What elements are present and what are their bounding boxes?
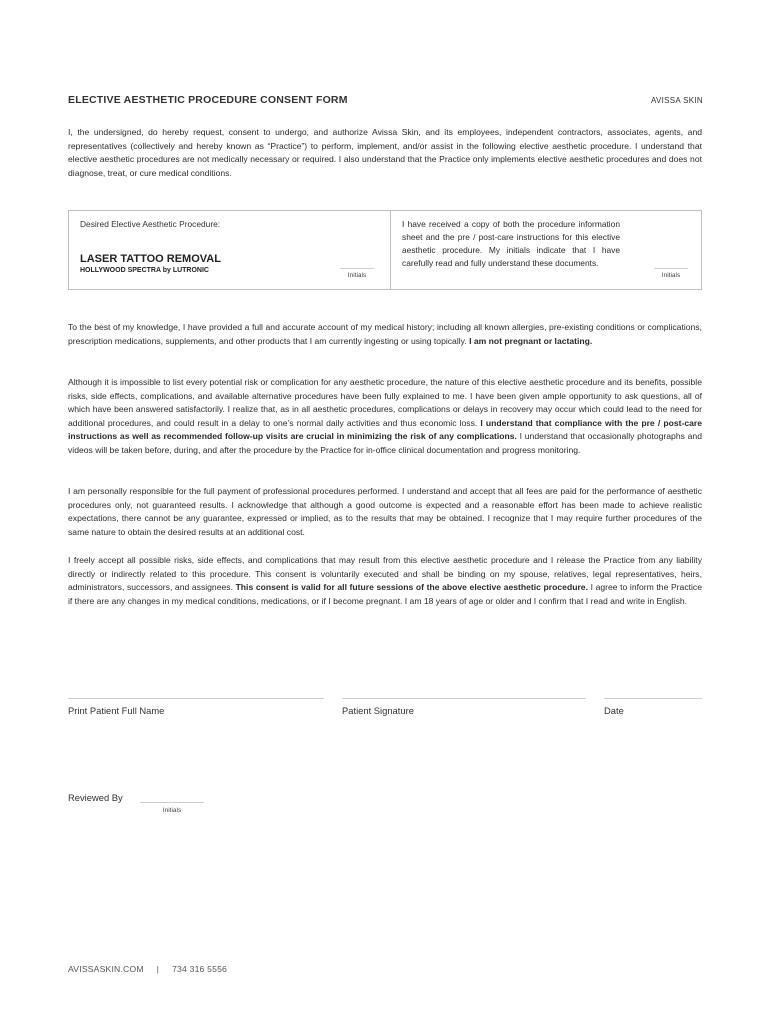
procedure-initials-label: Initials [347,272,367,279]
medical-history-paragraph: To the best of my knowledge, I have provided a full and accurate account of my medical history; including all known allergies, pre-existing conditions or complications, prescription medications, supplements, and other products that I am currently ingesting or using topically. I am not pregnant or lactating. [68,322,702,346]
footer-phone: 734 316 5556 [172,964,228,974]
brand-name: AVISSA SKIN [650,96,703,105]
footer-separator: | [156,964,160,974]
procedure-box-divider [390,210,391,290]
date-field[interactable] [604,698,702,699]
patient-signature-label: Patient Signature [342,705,414,716]
intro-paragraph: I, the undersigned, do hereby request, consent to undergo, and authorize Avissa Skin, and its employees, independent contractors, associates, agents, and representatives (collectively and hereby known as “Practice”) to perform, implement, and/or assist in the following elective aesthetic procedure. I understand that elective aesthetic procedures are not medically necessary or required. I also understand that the Practice only implements elective aesthetic procedures and does not diagnose, treat, or cure medical conditions. [68,127,702,178]
payment-paragraph: I am personally responsible for the full payment of professional procedures performed. I understand and accept that all fees are paid for the performance of aesthetic procedures only, not guaranteed results. I acknowledge that although a good outcome is expected and a reasonable effort has been made to achieve realistic expectations, there cannot be any guarantee, expressed or implied, as to the results that may be obtained. I recognize that I may require further procedures of the same nature to obtain the desired results at an additional cost. [68,486,702,537]
reviewed-by-label: Reviewed By [68,792,123,803]
patient-signature-field[interactable] [342,698,586,699]
patient-name-label: Print Patient Full Name [68,705,165,716]
procedure-device: HOLLYWOOD SPECTRA by LUTRONIC [80,267,209,274]
procedure-name: LASER TATTOO REMOVAL [80,253,221,265]
procedure-initials-field[interactable] [340,268,374,269]
footer-contact [68,964,227,974]
patient-name-field[interactable] [68,698,324,699]
documents-received-statement: I have received a copy of both the procedure information sheet and the pre / post-care instructions for this elective aesthetic procedure. My initials indicate that I have carefully read and fully understand these documents. [402,219,620,268]
documents-initials-label: Initials [661,272,681,279]
date-label: Date [604,705,624,716]
footer-website: AVISSASKIN.COM [68,964,144,974]
release-paragraph: I freely accept all possible risks, side effects, and complications that may result from this elective aesthetic procedure and I release the Practice from any liability directly or indirectly related to this procedure. This consent is voluntarily executed and shall be binding on my spouse, relatives, legal representatives, heirs, administrators, successors, and assignees. This consent is valid for all future sessions of the above elective aesthetic procedure. I agree to inform the Practice if there are any changes in my medical conditions, medications, or if I become pregnant. I am 18 years of age or older and I confirm that I read and write in English. [68,555,702,606]
risks-paragraph: Although it is impossible to list every potential risk or complication for any aesthetic procedure, the nature of this elective aesthetic procedure and its benefits, possible risks, side effects, complications, and available alternative procedures have been fully explained to me. I have been given ample opportunity to ask questions, all of which have been answered satisfactorily. I realize that, as in all aesthetic procedures, complications or delays in recovery may occur which could lead to the need for additional procedures, and could result in a delay to one’s normal daily activities and thus economic loss. I understand that compliance with the pre / post-care instructions as well as recommended follow-up visits are crucial in minimizing the risk of any complications. I understand that occasionally photographs and videos will be taken before, during, and after the procedure by the Practice for in-office clinical documentation and progress monitoring. [68,377,703,455]
documents-initials-field[interactable] [654,268,688,269]
procedure-label: Desired Elective Aesthetic Procedure: [80,219,221,229]
reviewed-by-initials-label: Initials [162,807,182,814]
reviewed-by-initials-field[interactable] [140,802,204,803]
form-title: ELECTIVE AESTHETIC PROCEDURE CONSENT FORM [68,94,348,106]
